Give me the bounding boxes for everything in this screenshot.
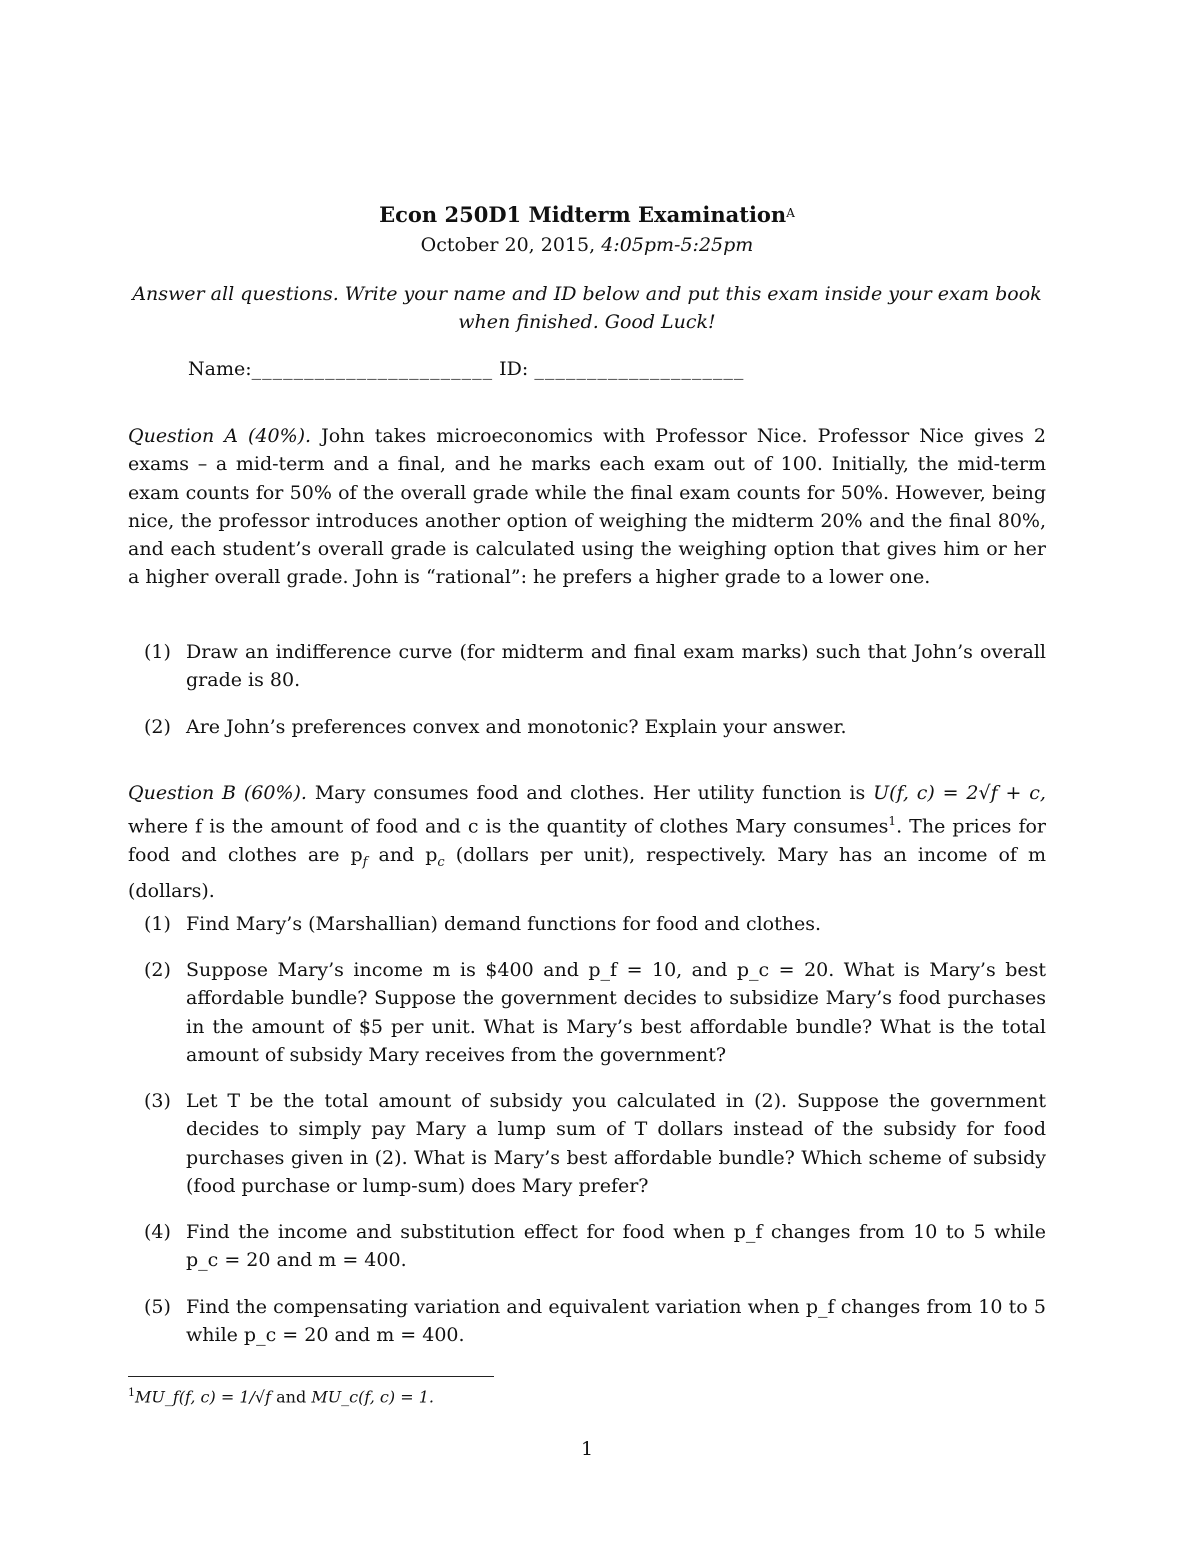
question-b-text-2: where f is the amount of food and c is the quantity of clothes Mary consumes	[128, 815, 889, 838]
footnote-rule	[128, 1376, 494, 1377]
question-b-item-5	[144, 1293, 1046, 1350]
footnote-and: and	[276, 1387, 307, 1407]
footnote	[128, 1380, 728, 1410]
question-b-text-1: Mary consumes food and clothes. Her utility function is	[314, 782, 866, 804]
name-id-row	[188, 355, 1048, 383]
question-a-item-1	[144, 638, 1046, 695]
item-text: Are John’s preferences convex and monotonic? Explain your answer.	[186, 716, 847, 738]
item-number: (1)	[144, 913, 171, 935]
item-number: (2)	[144, 716, 171, 738]
item-text: Draw an indifference curve (for midterm and final exam marks) such that John’s overall grade is 80.	[186, 641, 1046, 692]
exam-time: 4:05pm-5:25pm	[601, 234, 754, 256]
footnote-mark: 1	[128, 1386, 135, 1399]
question-b	[128, 779, 1046, 905]
item-number: (2)	[144, 959, 171, 981]
item-text: Find the compensating variation and equivalent variation when p_f changes from 10 to 5 while p_c = 20 and m = 400.	[186, 1296, 1046, 1347]
question-b-label: Question B (60%).	[128, 782, 307, 804]
item-text: Find Mary’s (Marshallian) demand functions for food and clothes.	[186, 913, 822, 935]
subscript-f: f	[362, 854, 368, 870]
question-b-item-3	[144, 1087, 1046, 1200]
footnote-mu-f: MU_f(f, c) = 1/√f	[135, 1387, 272, 1407]
id-label: ID:	[499, 358, 529, 380]
name-field[interactable]: _______________________	[251, 358, 494, 380]
question-b-item-4	[144, 1218, 1046, 1275]
item-number: (5)	[144, 1296, 171, 1318]
item-text: Let T be the total amount of subsidy you calculated in (2). Suppose the government decides to simply pay Mary a lump sum of T dollars instead of the subsidy for food purchases given in (2). What is Mary’s best affordable bundle? Which scheme of subsidy (food purchase or lump-sum) does Mary prefer?	[186, 1090, 1046, 1197]
title-block	[128, 200, 1046, 260]
title-superscript: A	[786, 206, 795, 220]
item-number: (3)	[144, 1090, 171, 1112]
exam-date-text: October 20, 2015,	[420, 234, 596, 256]
item-number: (1)	[144, 641, 171, 663]
question-b-text-4: and p	[378, 843, 438, 866]
exam-title-text: Econ 250D1 Midterm Examination	[379, 202, 787, 227]
exam-title	[128, 200, 1046, 230]
question-b-item-1	[144, 910, 1046, 938]
utility-function: U(f, c) = 2√f + c,	[873, 782, 1046, 804]
question-b-text-5: (dollars per unit), respectively. Mary has an income of m (dollars).	[128, 843, 1046, 903]
subscript-c: c	[437, 854, 445, 870]
item-text: Find the income and substitution effect for food when p_f changes from 10 to 5 while p_c = 20 and m = 400.	[186, 1221, 1046, 1272]
question-a	[128, 422, 1046, 592]
question-a-label: Question A (40%).	[128, 425, 312, 447]
question-b-item-2	[144, 956, 1046, 1069]
page-number: 1	[580, 1438, 594, 1460]
item-number: (4)	[144, 1221, 171, 1243]
footnote-ref: 1	[888, 814, 897, 829]
item-text: Suppose Mary’s income m is $400 and p_f = 10, and p_c = 20. What is Mary’s best affordable bundle? Suppose the government decides to subsidize Mary’s food purchases in the amount of $5 per unit. What is Mary’s best affordable bundle? What is the total amount of subsidy Mary receives from the government?	[186, 959, 1046, 1066]
question-b-text-3: . The prices for food and clothes are p	[128, 815, 1047, 866]
name-label: Name:	[188, 358, 252, 380]
instructions: Answer all questions. Write your name and ID below and put this exam inside your exam book when finished. Good Luck!	[132, 283, 1042, 333]
exam-page	[128, 0, 1046, 1553]
question-a-item-2	[144, 713, 1046, 741]
id-field[interactable]: ____________________	[534, 358, 745, 380]
question-a-text: John takes microeconomics with Professor Nice. Professor Nice gives 2 exams – a mid-term and a final, and he marks each exam out of 100. Initially, the mid-term exam counts for 50% of the overall grade while the final exam counts for 50%. However, being nice, the professor introduces another option of weighing the midterm 20% and the final 80%, and each student’s overall grade is calculated using the weighing option that gives him or her a higher overall grade. John is “rational”: he prefers a higher grade to a lower one.	[128, 425, 1046, 589]
exam-date	[128, 230, 1046, 260]
footnote-mu-c: MU_c(f, c) = 1.	[311, 1387, 434, 1407]
